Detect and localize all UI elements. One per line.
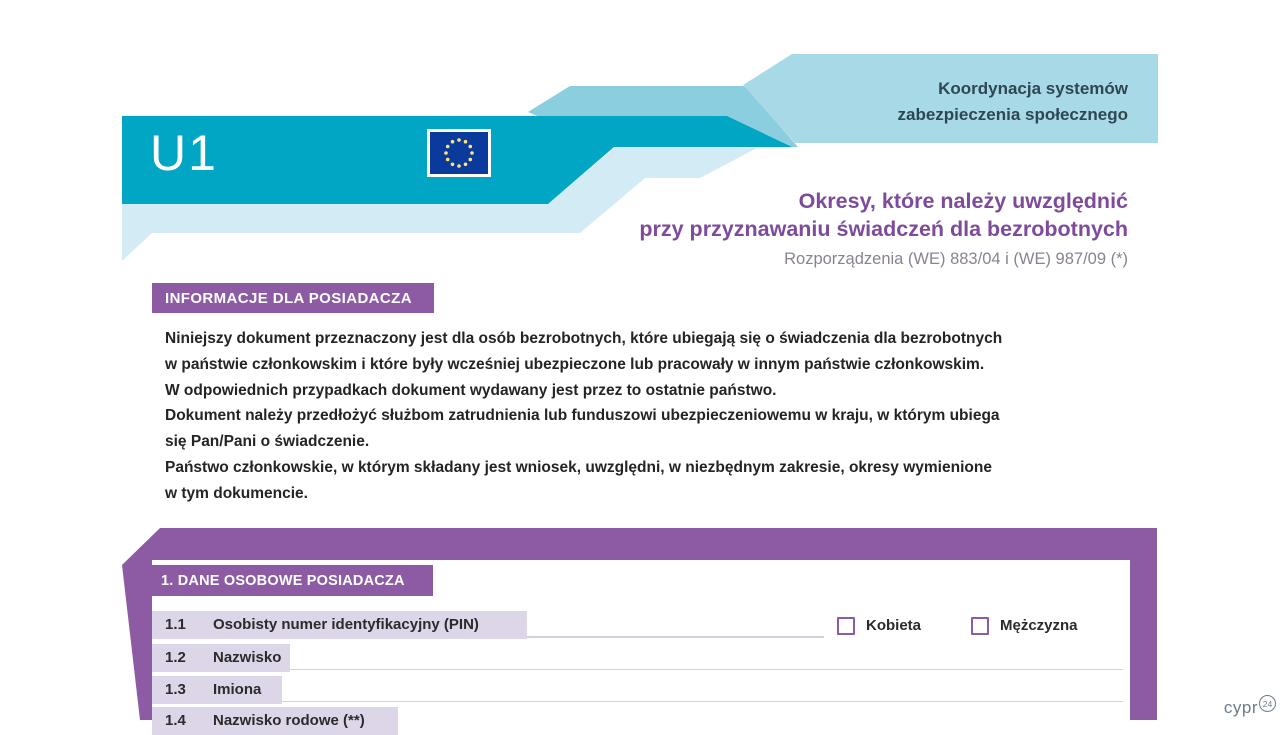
row-label: Osobisty numer identyfikacyjny (PIN) (213, 616, 479, 633)
info-paragraph-line: się Pan/Pani o świadczenie. (165, 433, 370, 451)
info-badge: INFORMACJE DLA POSIADACZA (152, 283, 434, 313)
checkbox-kobieta[interactable] (837, 617, 855, 635)
field-line-nazwisko[interactable] (290, 669, 1123, 670)
document-title-line2: przy przyznawaniu świadczeń dla bezrobotnych (639, 217, 1128, 241)
form-code: U1 (150, 125, 218, 181)
document-title-line1: Okresy, które należy uwzględnić (798, 189, 1128, 213)
info-paragraph-line: Dokument należy przedłożyć służbom zatrudnienia lub funduszowi ubezpieczeniowemu w kraju, w którym ubiega (165, 407, 1000, 425)
info-paragraph-line: W odpowiednich przypadkach dokument wydawany jest przez to ostatnie państwo. (165, 381, 777, 399)
eu-flag-icon (427, 129, 491, 182)
watermark (1224, 698, 1276, 718)
field-line-pin[interactable] (527, 636, 824, 638)
row-label: Imiona (213, 681, 262, 698)
row-number: 1.1 (165, 616, 186, 633)
section1-title: 1. DANE OSOBOWE POSIADACZA (150, 565, 433, 596)
info-paragraph (165, 326, 1095, 507)
checkbox-mezczyzna-label: Mężczyzna (1000, 617, 1078, 634)
watermark-badge: 24 (1259, 695, 1276, 712)
watermark-text: cypr (1223, 698, 1258, 717)
program-name (897, 76, 1128, 128)
row-number: 1.4 (165, 712, 186, 729)
row-label: Nazwisko (213, 649, 282, 666)
info-paragraph-line: w państwie członkowskim i które były wcześniej ubezpieczone lub pracowały w innym państwie członkowskim. (165, 355, 985, 373)
document-subtitle: Rozporządzenia (WE) 883/04 i (WE) 987/09 (*) (784, 250, 1128, 268)
row-label: Nazwisko rodowe (**) (213, 712, 365, 729)
field-line-imiona[interactable] (282, 701, 1123, 702)
info-paragraph-line: Państwo członkowskie, w którym składany jest wniosek, uwzględni, w niezbędnym zakresie, okresy wymienione (165, 458, 992, 476)
program-name-line1: Koordynacja systemów (938, 79, 1128, 98)
row-number: 1.2 (165, 649, 186, 666)
row-number: 1.3 (165, 681, 186, 698)
program-name-line2: zabezpieczenia społecznego (897, 105, 1128, 124)
checkbox-kobieta-label: Kobieta (866, 617, 922, 634)
document-title (639, 187, 1128, 243)
info-paragraph-line: w tym dokumencie. (165, 484, 308, 502)
info-paragraph-line: Niniejszy dokument przeznaczony jest dla osób bezrobotnych, które ubiegają się o świadczenia dla bezrobotnych (165, 330, 1003, 347)
checkbox-mezczyzna[interactable] (971, 617, 989, 635)
